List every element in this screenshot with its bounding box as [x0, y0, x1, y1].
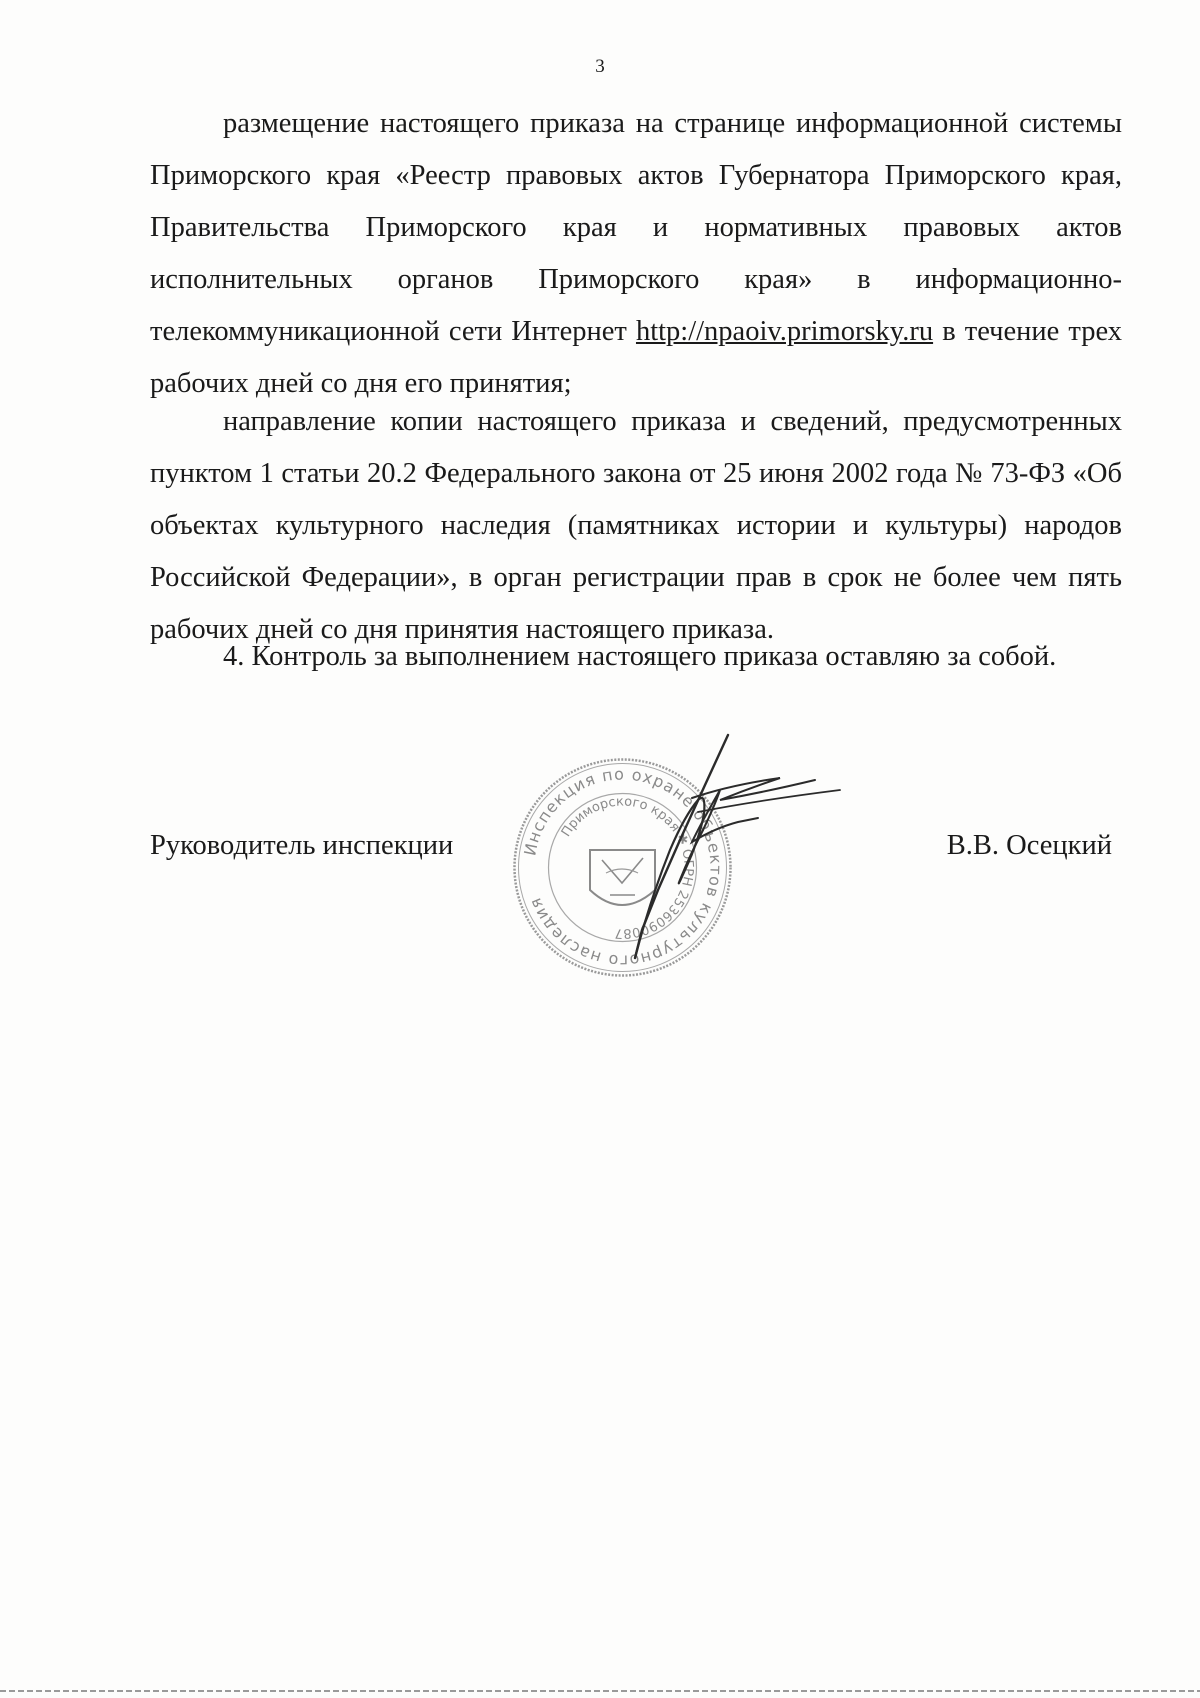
- svg-text:Инспекция по охране объектов к: Инспекция по охране объектов культурного наследия: [520, 764, 726, 971]
- paragraph-line: рабочих дней со дня его принятия;: [150, 368, 572, 399]
- line-text: в течение трех: [933, 316, 1122, 347]
- page-number: 3: [595, 56, 605, 77]
- paragraph-control: [150, 631, 1122, 683]
- paragraph-line: размещение настоящего приказа на странице информационной системы: [223, 108, 1122, 139]
- paragraph-line: Правительства Приморского края и нормативных правовых актов: [150, 212, 1122, 243]
- paragraph-registration: [150, 396, 1122, 656]
- svg-text:Приморского края ✱ ОГРН 253609: Приморского края ✱ ОГРН 2536090087: [558, 794, 696, 941]
- paragraph-publication: [150, 98, 1122, 410]
- registry-link[interactable]: http://npaoiv.primorsky.ru: [635, 316, 934, 347]
- paragraph-text: направление копии настоящего приказа и сведений, предусмотренных пунктом 1 статьи 20.2 Федерального закона от 25 июня 2002 года № 73-ФЗ «Об объектах культурного наследия (памятниках истории и культуры) народов Российской Федерации», в орган регистрации прав в срок не более чем пять рабочих дней со дня принятия настоящего приказа.: [150, 406, 1122, 645]
- line-text: телекоммуникационной сети Интернет: [150, 316, 636, 347]
- paragraph-line: Приморского края «Реестр правовых актов Губернатора Приморского края,: [150, 160, 1122, 191]
- handwritten-signature-icon: [580, 730, 880, 980]
- bottom-edge-rule: [0, 1690, 1200, 1692]
- paragraph-line: исполнительных органов Приморского края» в информационно-: [150, 264, 1122, 295]
- signatory-position: Руководитель инспекции: [150, 830, 454, 861]
- paragraph-line-with-link: [150, 306, 1122, 358]
- paragraph-text: 4. Контроль за выполнением настоящего приказа оставляю за собой.: [223, 641, 1057, 672]
- signatory-name: В.В. Осецкий: [946, 830, 1112, 861]
